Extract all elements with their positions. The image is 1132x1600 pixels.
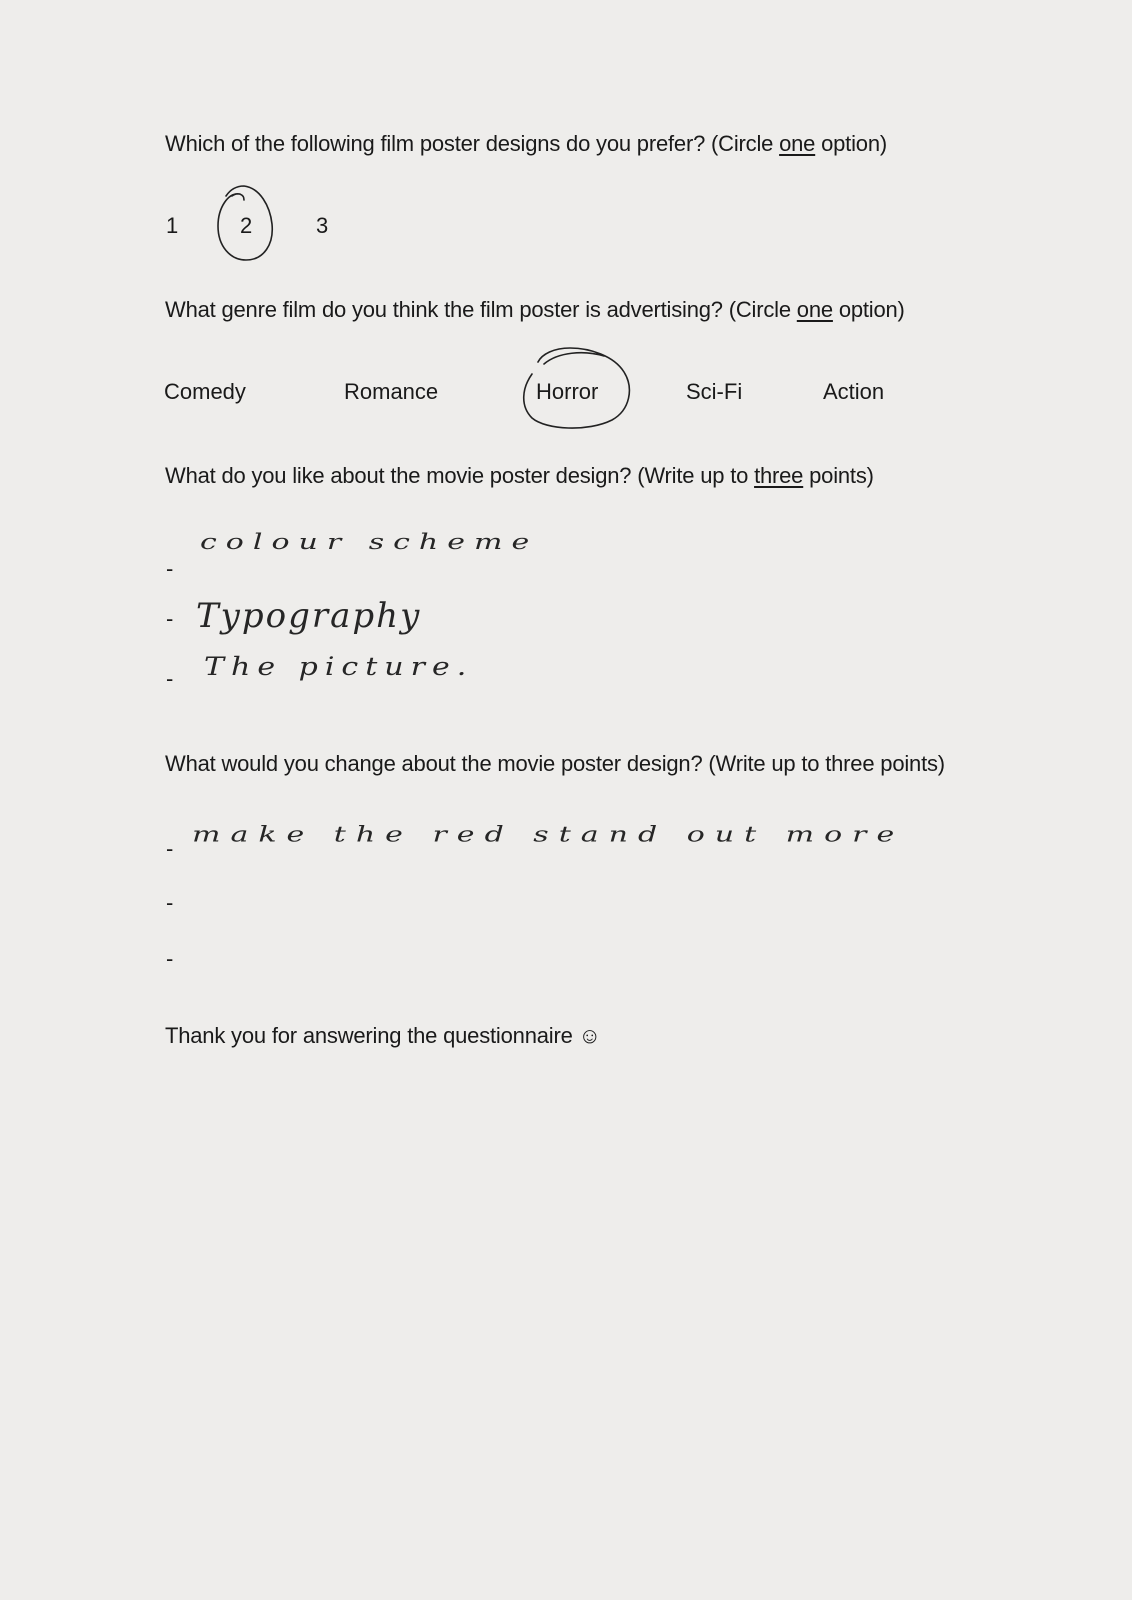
option-comedy[interactable]: Comedy (164, 379, 246, 404)
question-1: Which of the following film poster designs do you prefer? (Circle one option) (165, 131, 887, 156)
handwritten-answer-colour-scheme: colour scheme (200, 530, 539, 555)
answer-dash-3: - (166, 666, 174, 691)
question-2: What genre film do you think the film poster is advertising? (Circle one option) (165, 297, 905, 322)
answer-dash-2: - (166, 606, 174, 631)
change-dash-2: - (166, 890, 174, 915)
option-2[interactable]: 2 (240, 213, 253, 238)
handwritten-answer-typography: Typography (196, 596, 422, 636)
change-dash-1: - (166, 836, 174, 861)
handwritten-change-answer: make the red stand out more (192, 822, 905, 848)
option-romance[interactable]: Romance (344, 379, 439, 404)
option-3[interactable]: 3 (316, 213, 329, 238)
answer-dash-1: - (166, 556, 174, 581)
closing-message: Thank you for answering the questionnaire ☺ (165, 1023, 601, 1048)
change-dash-3: - (166, 946, 174, 971)
emphasis-one: one (796, 297, 833, 322)
question-4: What would you change about the movie poster design? (Write up to three points) (165, 751, 945, 776)
option-sci-fi[interactable]: Sci-Fi (686, 379, 743, 404)
option-horror[interactable]: Horror (536, 379, 599, 404)
emphasis-three: three (754, 463, 804, 488)
emphasis-one: one (779, 131, 816, 156)
option-1[interactable]: 1 (166, 213, 179, 238)
handwritten-answer-the-picture: The picture. (204, 652, 474, 682)
option-action[interactable]: Action (823, 379, 885, 404)
circle-mark-option-horror (518, 344, 638, 436)
question-3: What do you like about the movie poster design? (Write up to three points) (165, 463, 874, 488)
circle-mark-option-2 (210, 182, 280, 267)
